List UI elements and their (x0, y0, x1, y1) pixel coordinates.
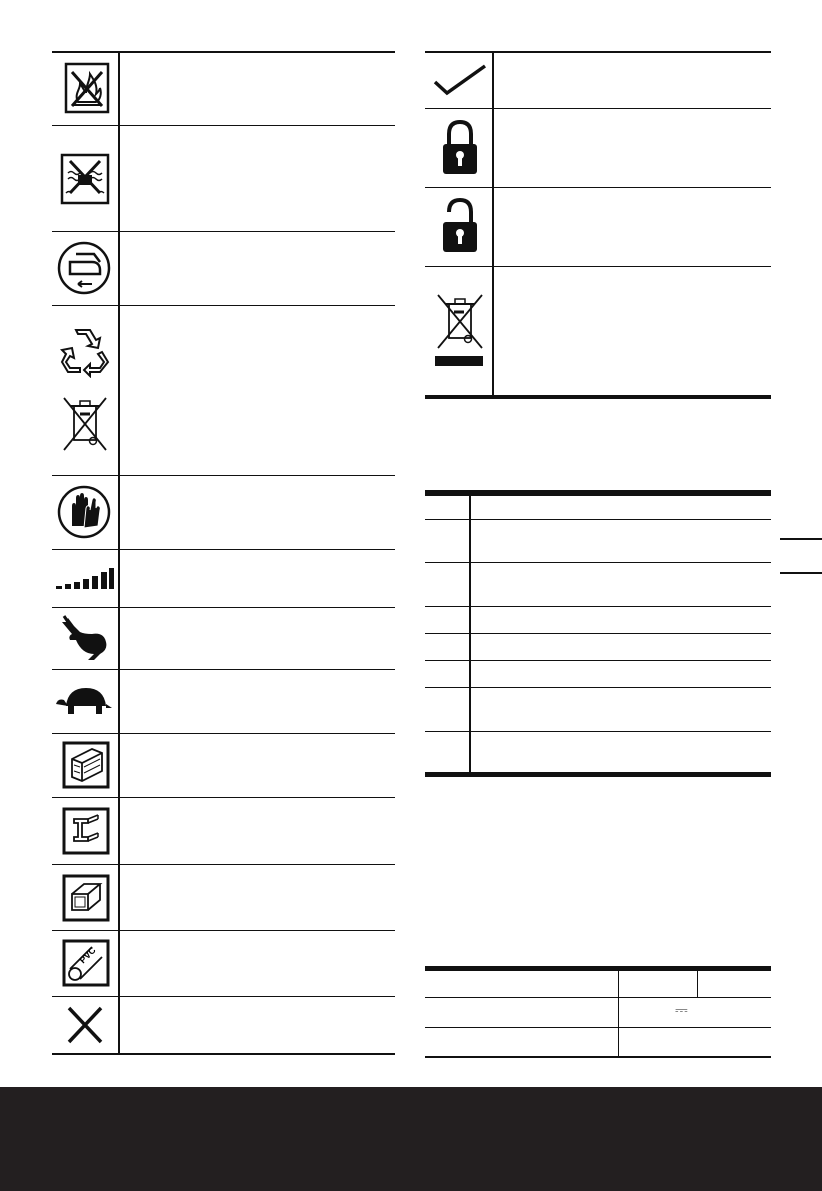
padlock-open-icon (442, 198, 478, 254)
rabbit-fast-icon (58, 614, 110, 662)
svg-text:PVC: PVC (77, 945, 98, 966)
speed-steps-icon (56, 566, 114, 590)
weee-bin-icon (432, 292, 488, 368)
check-mark-icon (433, 64, 487, 96)
square-tube-icon (62, 874, 110, 922)
wood-icon (62, 741, 110, 789)
section-tab-marker-top (780, 538, 822, 540)
wear-gloves-icon (56, 484, 112, 540)
pvc-pipe-icon (62, 939, 110, 987)
recycle-icon (60, 328, 110, 378)
dc-voltage-symbol: ⎓ (675, 1002, 688, 1019)
turtle-slow-icon (54, 684, 114, 718)
do-not-burn-icon (64, 62, 110, 114)
section-tab-marker-bottom (780, 572, 822, 574)
padlock-closed-icon (442, 120, 478, 176)
cross-mark-icon (66, 1005, 104, 1045)
page-footer-band (0, 1087, 822, 1191)
crossed-bin-icon (60, 396, 110, 452)
metal-profile-icon (62, 807, 110, 855)
battery-release-icon (56, 240, 112, 296)
do-not-expose-to-water-icon (60, 153, 110, 205)
